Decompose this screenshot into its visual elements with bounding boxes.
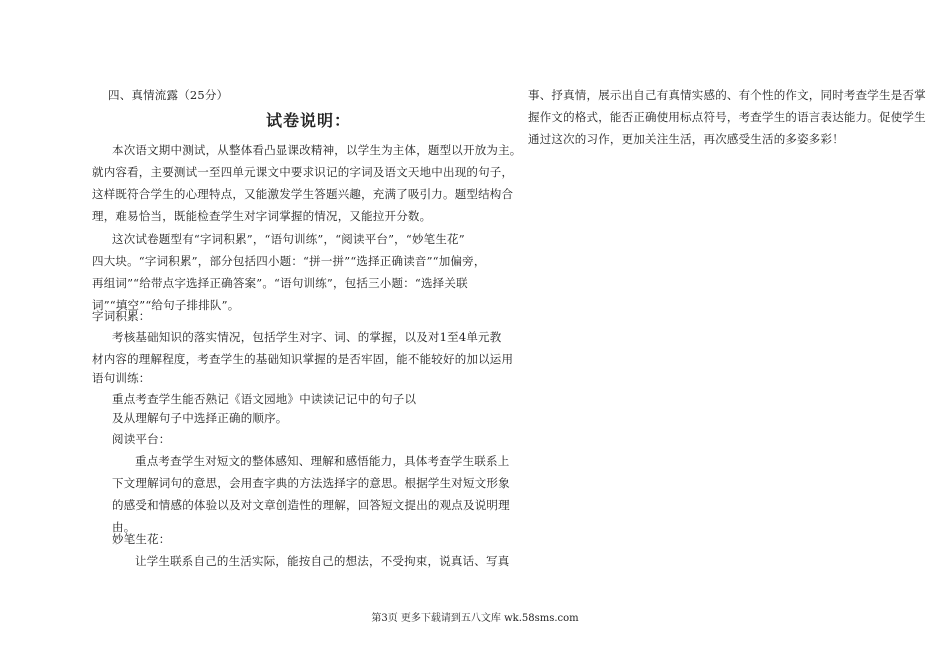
paragraph-line: 重点考查学生对短文的整体感知、理解和感悟能力，具体考查学生联系上: [135, 454, 510, 468]
paragraph-line: 由。: [112, 520, 136, 534]
paragraph-line: 及从理解句子中选择正确的顺序。: [112, 411, 288, 425]
paragraph-line: 这样既符合学生的心理特点，又能激发学生答题兴趣，充满了吸引力。题型结构合: [92, 187, 514, 201]
paragraph-line: 下文理解词句的意思，会用查字典的方法选择字的意思。根据学生对短文形象: [112, 476, 510, 490]
paragraph-line: 事、抒真情，展示出自己有真情实感的、有个性的作文，同时考查学生是否掌: [528, 88, 926, 102]
subheading-writing: 妙笔生花：: [112, 532, 171, 546]
paragraph-line: 就内容看，主要测试一至四单元课文中要求识记的字词及语文天地中出现的句子，: [92, 165, 514, 179]
subheading-reading-platform: 阅读平台：: [112, 432, 171, 446]
page-title: 试卷说明：: [266, 111, 352, 130]
subheading-sentence-training: 语句训练：: [92, 371, 151, 385]
paragraph-line: 的感受和情感的体验以及对文章创造性的理解，回答短文提出的观点及说明理: [112, 498, 510, 512]
paragraph-line: 让学生联系自己的生活实际，能按自己的想法，不受拘束，说真话、写真: [135, 554, 510, 568]
paragraph-line: 这次试卷题型有“字词积累”，“语句训练”，“阅读平台”，“妙笔生花”: [112, 232, 465, 246]
paragraph-line: 本次语文期中测试，从整体看凸显课改精神，以学生为主体，题型以开放为主。: [112, 143, 522, 157]
section-heading: 四、真情流露（25分）: [108, 88, 229, 102]
subheading-word-accumulation: 字词积累：: [92, 309, 151, 323]
paragraph-line: 四大块。“字词积累”，部分包括四小题：“拼一拼”“选择正确读音”“加偏旁，: [92, 254, 486, 268]
paragraph-line: 重点考查学生能否熟记《语文园地》中读读记记中的句子以: [112, 392, 417, 406]
paragraph-line: 握作文的格式，能否正确使用标点符号，考查学生的语言表达能力。促使学生: [528, 110, 926, 124]
paragraph-line: 理，难易恰当，既能检查学生对字词掌握的情况，又能拉开分数。: [92, 209, 432, 223]
paragraph-line: 材内容的理解程度，考查学生的基础知识掌握的是否牢固，能不能较好的加以运用: [92, 352, 514, 366]
paragraph-line: 通过这次的习作，更加关注生活，再次感受生活的多姿多彩！: [528, 132, 844, 146]
paragraph-line: 词”“填空”“给句子排排队”。: [92, 298, 240, 312]
page-footer: 第3页 更多下载请到五八文库 wk.58sms.com: [371, 613, 579, 624]
paragraph-line: 再组词”“给带点字选择正确答案”。“语句训练”，包括三小题：“选择关联: [92, 276, 468, 290]
paragraph-line: 考核基础知识的落实情况，包括学生对字、词、的掌握，以及对1至4单元教: [112, 330, 502, 344]
